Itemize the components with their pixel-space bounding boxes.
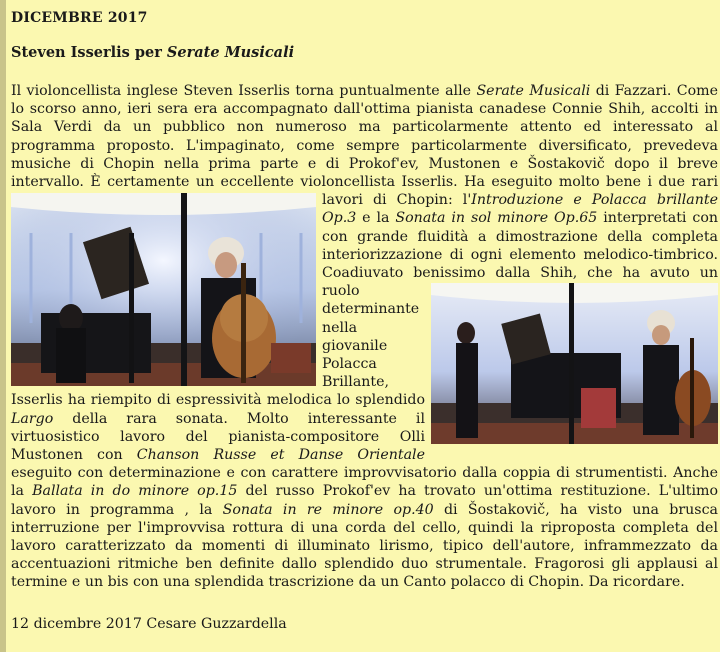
body-text: di Šostakovič, ha visto una brusca interruzione per l'improvvisa rottura di una corda del cello, quindi la riproposta completa del lavoro caratterizzato da momenti di illuminato lirismo, tipico dell'autore, inframmezzato da accentuazioni ritmiche ben definite dallo splendido duo strumentale. Fragorosi gli applausi al termine e un bis con una splendida trascrizione da un Canto polacco di Chopin. Da ricordare. <box>11 501 718 591</box>
body-text: e la <box>356 210 396 227</box>
concert-photo-cellist-image <box>11 193 316 386</box>
body-text: Il violoncellista inglese Steven Isserlis torna puntualmente alle <box>11 83 477 99</box>
body-text: avuto un ruolo determinante nella giovanile Polacca Brillante, Isserlis ha riempito di espressività melodica lo splendido <box>11 265 718 409</box>
article-title-italic: Serate Musicali <box>166 44 295 61</box>
article-signature: 12 dicembre 2017 Cesare Guzzardella <box>11 616 287 632</box>
article-title <box>11 44 294 61</box>
body-text: eseguito con determinazione e con carattere improvvisatorio dalla coppia di strumentisti. Anche la <box>11 465 718 500</box>
body-italic-ballata: Ballata in do minore op.15 <box>32 483 238 500</box>
body-italic-sonata-re: Sonata in re minore op.40 <box>222 501 434 518</box>
body-text: interpretati con con grande fluidità a dimostrazione della completa interiorizzazione di ogni elemento melodico-timbrico. Coadiuvato benissimo dalla Shih, che ha <box>322 210 719 282</box>
article-body <box>11 82 718 592</box>
body-italic-serate: Serate Musicali <box>476 83 591 99</box>
concert-photo-cellist <box>11 193 316 386</box>
body-text: della rara sonata. Molto interessante il virtuosistico lavoro del pianista-compositore Olli Mustonen con <box>11 410 425 464</box>
body-italic-introduzione: Introduzione e Polacca brillante Op.3 <box>322 192 718 227</box>
body-italic-largo: Largo <box>11 410 54 427</box>
date-heading: DICEMBRE 2017 <box>11 10 148 26</box>
body-italic-sonata-sol: Sonata in sol minore Op.65 <box>395 210 598 227</box>
body-italic-chanson: Chanson Russe et Danse Orientale <box>136 447 425 464</box>
left-border <box>0 0 6 652</box>
body-text: di Fazzari. Come lo scorso anno, ieri sera era accompagnato dall'ottima pianista canadese Connie Shih, accolti in Sala Verdi da un pubblico non numeroso ma particolarmente attento ed interessato al programma proposto. L'impaginato, come sempre particolarmente diversificato, prevedeva musiche di Chopin nella prima parte e di Prokof'ev, Mustonen e Šostakovič dopo il breve intervallo. È certamente un eccellente violoncellista Isserlis. Ha eseguito molto bene i due rari lavori di Chopin: l' <box>11 83 718 209</box>
concert-photo-duo <box>431 283 718 444</box>
concert-photo-duo-image <box>431 283 718 444</box>
body-text: del russo Prokof'ev ha trovato un'ottima restituzione. L'ultimo lavoro in programma , la <box>11 483 718 518</box>
article-title-text: Steven Isserlis per <box>11 44 167 61</box>
